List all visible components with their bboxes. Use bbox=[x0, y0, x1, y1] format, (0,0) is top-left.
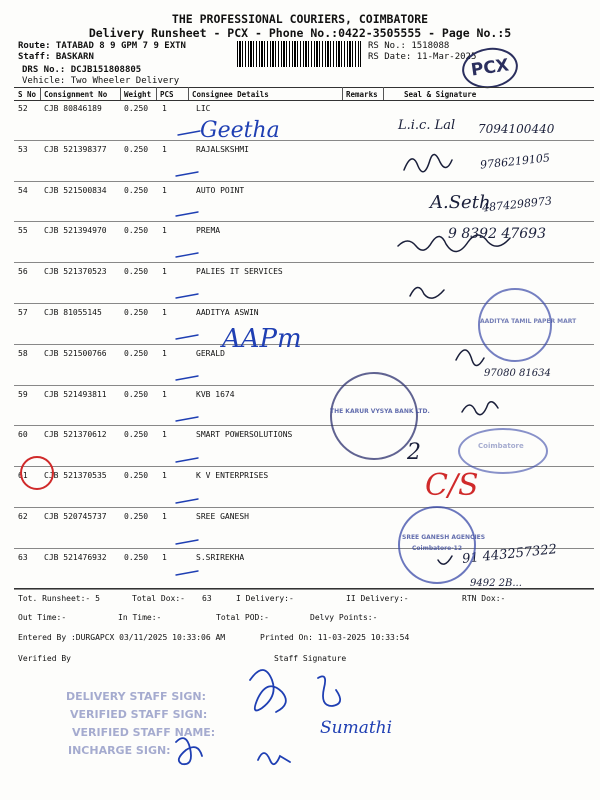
cell-consignment: CJB 521476932 bbox=[44, 552, 107, 562]
cell-weight: 0.250 bbox=[124, 267, 149, 277]
cell-sno: 56 bbox=[18, 267, 28, 277]
paper-mart-stamp-text: AADITYA TAMIL PAPER MART bbox=[480, 318, 577, 325]
handwriting-r55-number: 9 8392 47693 bbox=[448, 226, 546, 242]
cell-weight: 0.250 bbox=[124, 512, 149, 521]
drs-number: DRS No.: DCJB151808805 bbox=[22, 65, 142, 75]
cell-consignee: S.SRIREKHA bbox=[196, 552, 245, 562]
handwriting-r53-phone: 9786219105 bbox=[479, 151, 551, 172]
handwriting-r57-name: AAPm bbox=[222, 324, 302, 354]
karur-vysya-stamp-text: THE KARUR VYSYA BANK LTD. bbox=[330, 408, 430, 415]
signature-staff-1 bbox=[250, 670, 286, 712]
cell-consignment: CJB 521370535 bbox=[44, 471, 107, 481]
cell-consignee: AADITYA ASWIN bbox=[196, 308, 259, 317]
staff-label: Staff: BASKARN bbox=[18, 52, 94, 62]
vehicle-label: Vehicle: Two Wheeler Delivery bbox=[22, 76, 180, 86]
delvy-points: Delvy Points:- bbox=[310, 613, 378, 622]
cell-weight: 0.250 bbox=[124, 104, 149, 113]
signature-date bbox=[258, 753, 290, 764]
pcx-stamp: PCX bbox=[459, 44, 520, 91]
out-time: Out Time:- bbox=[18, 613, 67, 622]
printed-on: Printed On: 11-03-2025 10:33:54 bbox=[260, 633, 410, 642]
cell-weight: 0.250 bbox=[124, 348, 149, 358]
cell-pcs: 1 bbox=[162, 471, 167, 481]
cell-consignment: CJB 521500766 bbox=[44, 348, 107, 358]
sree-ganesh-stamp-text: SREE GANESH AGENCIES bbox=[402, 534, 486, 541]
route-label: Route: TATABAD 8 9 GPM 7 9 EXTN bbox=[18, 41, 186, 51]
in-time: In Time:- bbox=[118, 613, 162, 622]
coimbatore-stamp-text: Coimbatore bbox=[478, 442, 524, 450]
col-consignee: Consignee Details bbox=[192, 90, 269, 99]
cell-sno: 52 bbox=[18, 104, 28, 113]
stamp-delivery-staff-sign: DELIVERY STAFF SIGN: bbox=[66, 690, 207, 703]
handwriting-r54-phone: 4874298973 bbox=[481, 194, 553, 215]
rs-number: RS No.: 1518088 bbox=[368, 41, 450, 51]
stamp-incharge-sign: INCHARGE SIGN: bbox=[68, 744, 171, 757]
cell-pcs: 1 bbox=[162, 389, 167, 399]
cell-consignment: CJB 521493811 bbox=[44, 389, 107, 399]
total-dox-value: 63 bbox=[202, 594, 212, 603]
cell-consignment: CJB 521394970 bbox=[44, 226, 107, 236]
cell-consignment: CJB 521370612 bbox=[44, 430, 107, 440]
sree-ganesh-stamp-city: Coimbatore-12 bbox=[412, 545, 463, 552]
handwriting-r61-mark: C/S bbox=[425, 468, 479, 503]
cell-consignee: KVB 1674 bbox=[196, 389, 235, 399]
handwriting-r63-phone: 91 443257322 bbox=[461, 542, 558, 567]
signature-staff-2 bbox=[318, 676, 340, 706]
col-sno: S No bbox=[18, 90, 37, 99]
handwriting-signature-name: Sumathi bbox=[320, 718, 393, 738]
cell-sno: 60 bbox=[18, 430, 28, 440]
staff-signature-label: Staff Signature bbox=[274, 654, 347, 663]
handwriting-r52-name: Geetha bbox=[200, 118, 280, 143]
cell-weight: 0.250 bbox=[124, 226, 149, 236]
cell-sno: 62 bbox=[18, 512, 28, 521]
cell-weight: 0.250 bbox=[124, 430, 149, 440]
cell-consignment: CJB 521500834 bbox=[44, 185, 107, 195]
ii-delivery: II Delivery:- bbox=[346, 594, 409, 603]
cell-pcs: 1 bbox=[162, 144, 167, 154]
col-pcs: PCS bbox=[160, 90, 174, 99]
cell-consignment: CJB 521398377 bbox=[44, 144, 107, 154]
entered-by: Entered By :DURGAPCX 03/11/2025 10:33:06 AM bbox=[18, 633, 226, 642]
cell-pcs: 1 bbox=[162, 308, 167, 317]
total-runsheet: Tot. Runsheet:- 5 bbox=[18, 594, 100, 603]
col-seal: Seal & Signature bbox=[404, 90, 477, 99]
cell-consignment: CJB 81055145 bbox=[44, 308, 102, 317]
handwriting-r54-name: A.Seth bbox=[430, 192, 491, 213]
handwriting-r52-phone: 7094100440 bbox=[478, 122, 555, 136]
col-consignment: Consignment No bbox=[44, 90, 108, 99]
cell-pcs: 1 bbox=[162, 104, 167, 113]
cell-pcs: 1 bbox=[162, 430, 167, 440]
verified-by: Verified By bbox=[18, 654, 71, 663]
cell-weight: 0.250 bbox=[124, 185, 149, 195]
cell-consignee: SREE GANESH bbox=[196, 512, 249, 521]
runsheet-subtitle: Delivery Runsheet - PCX - Phone No.:0422-3505555 - Page No.:5 bbox=[88, 26, 512, 40]
cell-sno: 58 bbox=[18, 348, 28, 358]
cell-weight: 0.250 bbox=[124, 389, 149, 399]
handwriting-r63-phone2: 9492 2B... bbox=[470, 578, 522, 589]
col-remarks: Remarks bbox=[346, 90, 378, 99]
cell-consignee: K V ENTERPRISES bbox=[196, 471, 269, 481]
i-delivery: I Delivery:- bbox=[236, 594, 294, 603]
handwriting-r60-mark: 2 bbox=[407, 440, 421, 465]
total-dox-label: Total Dox:- bbox=[132, 594, 185, 603]
cell-sno: 61 bbox=[18, 471, 28, 481]
cell-consignment: CJB 80846189 bbox=[44, 104, 102, 113]
cell-consignee: LIC bbox=[196, 104, 211, 113]
col-weight: Weight bbox=[124, 90, 152, 99]
cell-pcs: 1 bbox=[162, 348, 167, 358]
cell-consignee: AUTO POINT bbox=[196, 185, 245, 195]
cell-sno: 53 bbox=[18, 144, 28, 154]
cell-pcs: 1 bbox=[162, 185, 167, 195]
stamp-verified-staff-name: VERIFIED STAFF NAME: bbox=[72, 726, 216, 739]
cell-consignee: PREMA bbox=[196, 226, 221, 236]
cell-sno: 54 bbox=[18, 185, 28, 195]
cell-consignment: CJB 520745737 bbox=[44, 512, 107, 521]
cell-sno: 63 bbox=[18, 552, 28, 562]
rtn-dox: RTN Dox:- bbox=[462, 594, 506, 603]
handwriting-r52-sig: L.i.c. Lal bbox=[398, 118, 456, 133]
cell-consignee: RAJALSKSHMI bbox=[196, 144, 249, 154]
cell-pcs: 1 bbox=[162, 226, 167, 236]
cell-pcs: 1 bbox=[162, 552, 167, 562]
total-pod: Total POD:- bbox=[216, 613, 269, 622]
cell-consignee: GERALD bbox=[196, 348, 225, 358]
signature-incharge bbox=[176, 738, 202, 764]
cell-weight: 0.250 bbox=[124, 471, 149, 481]
company-title: THE PROFESSIONAL COURIERS, COIMBATORE bbox=[171, 12, 429, 26]
cell-sno: 57 bbox=[18, 308, 28, 317]
stamp-verified-staff-sign: VERIFIED STAFF SIGN: bbox=[70, 708, 208, 721]
cell-weight: 0.250 bbox=[124, 552, 149, 562]
handwriting-r58-phone: 97080 81634 bbox=[484, 368, 551, 379]
cell-sno: 55 bbox=[18, 226, 28, 236]
cell-consignment: CJB 521370523 bbox=[44, 267, 107, 277]
cell-consignee: PALIES IT SERVICES bbox=[196, 267, 283, 277]
cell-pcs: 1 bbox=[162, 267, 167, 277]
cell-weight: 0.250 bbox=[124, 144, 149, 154]
cell-sno: 59 bbox=[18, 389, 28, 399]
cell-weight: 0.250 bbox=[124, 308, 149, 317]
cell-pcs: 1 bbox=[162, 512, 167, 521]
rs-date: RS Date: 11-Mar-2025 bbox=[368, 52, 477, 62]
cell-consignee: SMART POWERSOLUTIONS bbox=[196, 430, 293, 440]
